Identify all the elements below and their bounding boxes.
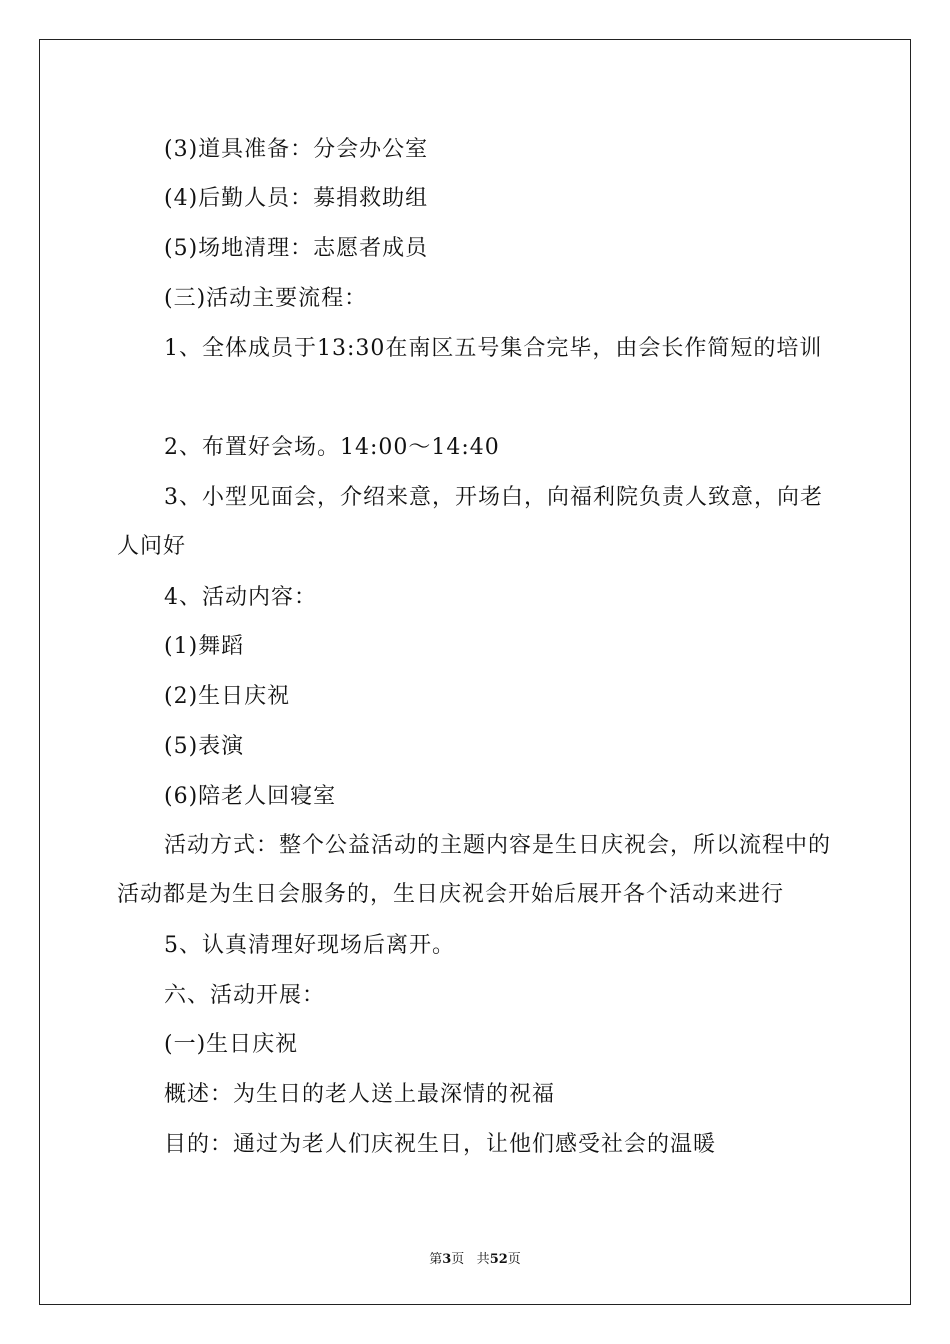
footer-page-prefix: 第	[429, 1252, 443, 1267]
paragraph: 活动方式：整个公益活动的主题内容是生日庆祝会，所以流程中的活动都是为生日会服务的，生日庆祝会开始后展开各个活动来进行	[117, 833, 832, 907]
paragraph: (5)表演	[164, 734, 245, 759]
paragraph: 3、小型见面会，介绍来意，开场白，向福利院负责人致意，向老人问好	[117, 485, 823, 559]
footer-total-prefix: 共	[476, 1252, 490, 1267]
paragraph: 5、认真清理好现场后离开。	[164, 933, 455, 958]
paragraph: (三)活动主要流程：	[164, 286, 368, 311]
paragraph: 4、活动内容：	[164, 585, 317, 610]
paragraph: (一)生日庆祝	[164, 1032, 299, 1057]
footer-total-suffix: 页	[507, 1252, 521, 1267]
paragraph: (3)道具准备：分会办公室	[164, 137, 429, 162]
paragraph: 目的：通过为老人们庆祝生日，让他们感受社会的温暖	[164, 1132, 717, 1157]
paragraph: (4)后勤人员：募捐救助组	[164, 186, 429, 211]
footer-page-number: 3	[442, 1252, 452, 1267]
page-footer	[0, 1248, 950, 1267]
paragraph: 概述：为生日的老人送上最深情的祝福	[164, 1082, 556, 1107]
paragraph: 六、活动开展：	[164, 983, 326, 1008]
footer-total-pages: 52	[489, 1252, 508, 1267]
paragraph: (1)舞蹈	[164, 634, 245, 659]
paragraph: (6)陪老人回寝室	[164, 784, 337, 809]
paragraph: (5)场地清理：志愿者成员	[164, 236, 429, 261]
paragraph: 1、全体成员于13:30在南区五号集合完毕，由会长作简短的培训	[164, 336, 823, 361]
paragraph: (2)生日庆祝	[164, 684, 291, 709]
paragraph: 2、布置好会场。14:00～14:40	[164, 435, 500, 460]
footer-page-suffix: 页	[451, 1252, 465, 1267]
